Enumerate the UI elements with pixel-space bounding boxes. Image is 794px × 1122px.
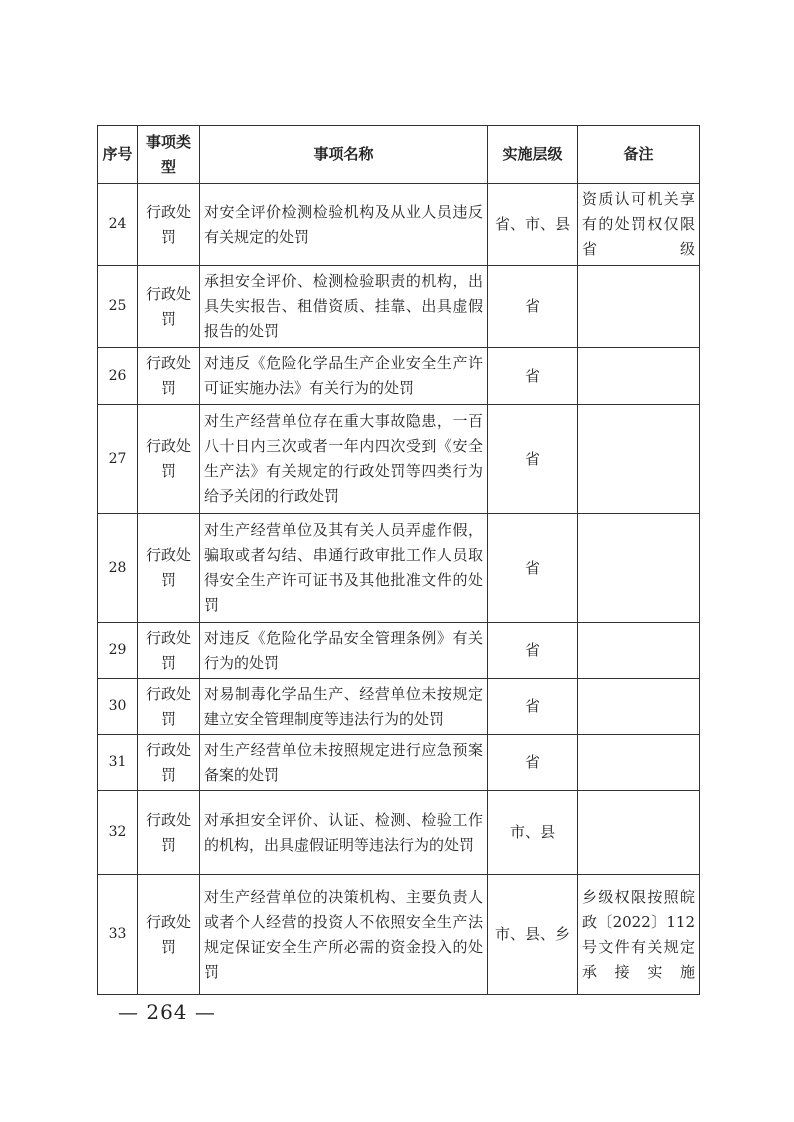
- row-name: 承担安全评价、检测检验职责的机构，出具失实报告、租借资质、挂靠、出具虚假报告的处罚: [200, 266, 488, 348]
- row-name: 对生产经营单位的决策机构、主要负责人或者个人经营的投资人不依照安全生产法规定保证安全生产所必需的资金投入的处罚: [200, 875, 488, 995]
- table-row: [98, 791, 700, 875]
- row-type: 行政处罚: [138, 514, 200, 623]
- row-type: 行政处罚: [138, 679, 200, 735]
- row-seq: 33: [98, 875, 138, 995]
- row-level: 省: [488, 405, 578, 514]
- row-seq: 25: [98, 266, 138, 348]
- table-row: [98, 623, 700, 679]
- row-note: 乡级权限按照皖政〔2022〕112号文件有关规定承接实施: [578, 875, 700, 995]
- header-name: 事项名称: [200, 126, 488, 184]
- row-note: [578, 679, 700, 735]
- row-note: [578, 791, 700, 875]
- table-row: [98, 735, 700, 791]
- table-row: [98, 405, 700, 514]
- row-seq: 32: [98, 791, 138, 875]
- table-row: [98, 679, 700, 735]
- row-level: 省、市、县: [488, 184, 578, 266]
- row-note: [578, 266, 700, 348]
- row-type: 行政处罚: [138, 348, 200, 405]
- row-level: 市、县: [488, 791, 578, 875]
- table-row: [98, 348, 700, 405]
- table-row: [98, 514, 700, 623]
- row-type: 行政处罚: [138, 184, 200, 266]
- row-level: 省: [488, 514, 578, 623]
- row-type: 行政处罚: [138, 791, 200, 875]
- row-name: 对易制毒化学品生产、经营单位未按规定建立安全管理制度等违法行为的处罚: [200, 679, 488, 735]
- table-row: [98, 266, 700, 348]
- row-type: 行政处罚: [138, 735, 200, 791]
- row-seq: 31: [98, 735, 138, 791]
- header-type: 事项类型: [138, 126, 200, 184]
- header-note: 备注: [578, 126, 700, 184]
- row-note: [578, 623, 700, 679]
- page-number: — 264 —: [118, 1000, 216, 1024]
- row-level: 省: [488, 735, 578, 791]
- row-type: 行政处罚: [138, 266, 200, 348]
- table-row: [98, 184, 700, 266]
- row-seq: 29: [98, 623, 138, 679]
- row-seq: 26: [98, 348, 138, 405]
- row-note: [578, 514, 700, 623]
- row-note: [578, 405, 700, 514]
- row-name: 对安全评价检测检验机构及从业人员违反有关规定的处罚: [200, 184, 488, 266]
- matters-table: [97, 125, 700, 995]
- row-level: 省: [488, 348, 578, 405]
- row-type: 行政处罚: [138, 405, 200, 514]
- row-seq: 24: [98, 184, 138, 266]
- row-name: 对生产经营单位存在重大事故隐患，一百八十日内三次或者一年内四次受到《安全生产法》有关规定的行政处罚等四类行为给予关闭的行政处罚: [200, 405, 488, 514]
- row-seq: 28: [98, 514, 138, 623]
- row-note: [578, 348, 700, 405]
- row-name: 对承担安全评价、认证、检测、检验工作的机构，出具虚假证明等违法行为的处罚: [200, 791, 488, 875]
- table-header-row: [98, 126, 700, 184]
- row-seq: 27: [98, 405, 138, 514]
- row-name: 对生产经营单位未按照规定进行应急预案备案的处罚: [200, 735, 488, 791]
- row-level: 省: [488, 623, 578, 679]
- row-type: 行政处罚: [138, 875, 200, 995]
- row-level: 省: [488, 679, 578, 735]
- row-note: 资质认可机关享有的处罚权仅限省级: [578, 184, 700, 266]
- row-name: 对生产经营单位及其有关人员弄虚作假，骗取或者勾结、串通行政审批工作人员取得安全生产许可证书及其他批准文件的处罚: [200, 514, 488, 623]
- table-row: [98, 875, 700, 995]
- row-note: [578, 735, 700, 791]
- row-level: 市、县、乡: [488, 875, 578, 995]
- row-level: 省: [488, 266, 578, 348]
- row-seq: 30: [98, 679, 138, 735]
- header-level: 实施层级: [488, 126, 578, 184]
- row-type: 行政处罚: [138, 623, 200, 679]
- row-name: 对违反《危险化学品生产企业安全生产许可证实施办法》有关行为的处罚: [200, 348, 488, 405]
- row-name: 对违反《危险化学品安全管理条例》有关行为的处罚: [200, 623, 488, 679]
- header-seq: 序号: [98, 126, 138, 184]
